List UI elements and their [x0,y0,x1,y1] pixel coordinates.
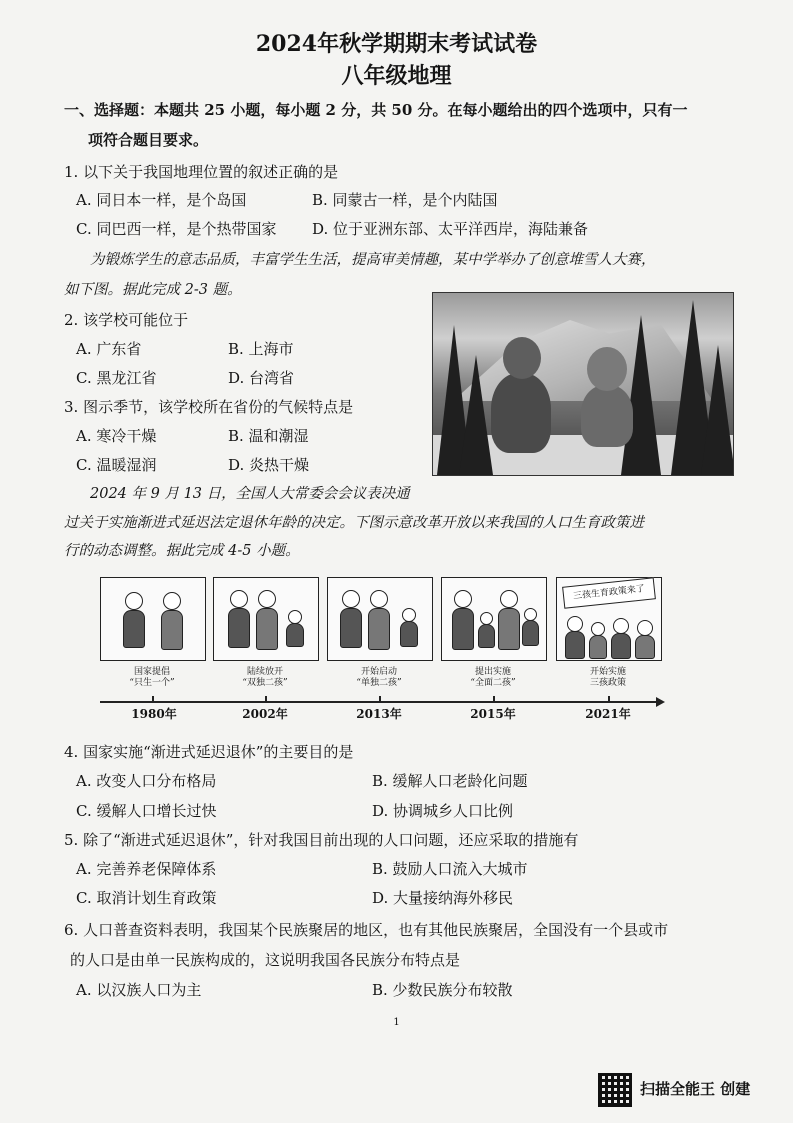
timeline-panel-2002 [213,577,319,661]
q5-option-b: B. 鼓励人口流入大城市 [372,860,528,878]
timeline-arrow [656,697,665,707]
q6-stem-line2: 的人口是由单一民族构成的，这说明我国各民族分布特点是 [70,951,461,969]
q1-option-c: C. 同巴西一样，是个热带国家 [76,220,277,238]
q6-option-a: A. 以汉族人口为主 [76,981,202,999]
timeline-panel-2015 [441,577,547,661]
q3-option-d: D. 炎热干燥 [228,456,310,474]
timeline-year-1980: 1980年 [131,707,177,721]
q1-option-b: B. 同蒙古一样，是个内陆国 [312,191,498,209]
section-heading-line1: 一、选择题：本题共 25 小题，每小题 2 分，共 50 分。在每小题给出的四个选项中，只有一 [64,101,688,119]
intro-q2-3-line1: 为锻炼学生的意志品质，丰富学生生活，提高审美情趣，某中学举办了创意堆雪人大赛， [90,252,656,268]
intro-q4-5-line3: 行的动态调整。据此完成 4-5 小题。 [64,543,300,559]
q5-option-a: A. 完善养老保障体系 [76,860,217,878]
timeline-panel-2013 [327,577,433,661]
q5-stem: 5. 除了“渐进式延迟退休”，针对我国目前出现的人口问题，还应采取的措施有 [64,831,579,849]
timeline-caption-2013: 开始启动 “单独二孩” [356,667,402,688]
q5-option-c: C. 取消计划生育政策 [76,889,217,907]
q6-option-b: B. 少数民族分布较散 [372,981,513,999]
three-child-policy-sign: 三孩生育政策来了 [562,577,656,608]
q2-option-c: C. 黑龙江省 [76,369,157,387]
timeline-year-2002: 2002年 [242,707,288,721]
timeline-year-2021: 2021年 [585,707,631,721]
q2-option-b: B. 上海市 [228,340,294,358]
timeline-year-2015: 2015年 [470,707,516,721]
q3-stem: 3. 图示季节，该学校所在省份的气候特点是 [64,398,354,416]
exam-title: 2024年秋学期期末考试试卷 [255,31,538,57]
timeline-caption-2015: 提出实施 “全面二孩” [470,667,516,688]
q5-option-d: D. 大量接纳海外移民 [372,889,514,907]
exam-subtitle: 八年级地理 [341,63,452,89]
q1-option-a: A. 同日本一样，是个岛国 [76,191,247,209]
q3-option-a: A. 寒冷干燥 [76,427,157,445]
q6-stem-line1: 6. 人口普查资料表明，我国某个民族聚居的地区，也有其他民族聚居，全国没有一个县或市 [64,921,669,939]
q1-option-d: D. 位于亚洲东部、太平洋西岸，海陆兼备 [312,220,589,238]
section-heading-line2: 项符合题目要求。 [88,131,209,149]
q2-option-a: A. 广东省 [76,340,142,358]
timeline-caption-2021: 开始实施 三孩政策 [589,667,626,688]
population-policy-timeline [100,577,660,727]
q1-stem: 1. 以下关于我国地理位置的叙述正确的是 [64,163,339,181]
q3-option-b: B. 温和潮湿 [228,427,309,445]
timeline-caption-1980: 国家提倡 “只生一个” [129,667,175,688]
scanner-watermark: 扫描全能王 创建 [640,1080,751,1098]
timeline-panel-1980 [100,577,206,661]
qr-code-icon [598,1073,632,1107]
q2-option-d: D. 台湾省 [228,369,295,387]
timeline-year-2013: 2013年 [356,707,402,721]
q4-option-a: A. 改变人口分布格局 [76,772,217,790]
snowman-photo [432,292,734,476]
intro-q2-3-line2: 如下图。据此完成 2-3 题。 [64,282,242,298]
page-number: 1 [393,1017,400,1028]
q4-stem: 4. 国家实施“渐进式延迟退休”的主要目的是 [64,743,354,761]
q4-option-c: C. 缓解人口增长过快 [76,802,217,820]
q4-option-b: B. 缓解人口老龄化问题 [372,772,528,790]
intro-q4-5-line2: 过关于实施渐进式延迟法定退休年龄的决定。下图示意改革开放以来我国的人口生育政策进 [64,515,644,531]
intro-q4-5-line1: 2024 年 9 月 13 日，全国人大常委会会议表决通 [90,486,410,502]
q2-stem: 2. 该学校可能位于 [64,311,189,329]
timeline-panel-2021 [556,577,662,661]
timeline-caption-2002: 陆续放开 “双独二孩” [242,667,288,688]
q3-option-c: C. 温暖湿润 [76,456,157,474]
q4-option-d: D. 协调城乡人口比例 [372,802,514,820]
